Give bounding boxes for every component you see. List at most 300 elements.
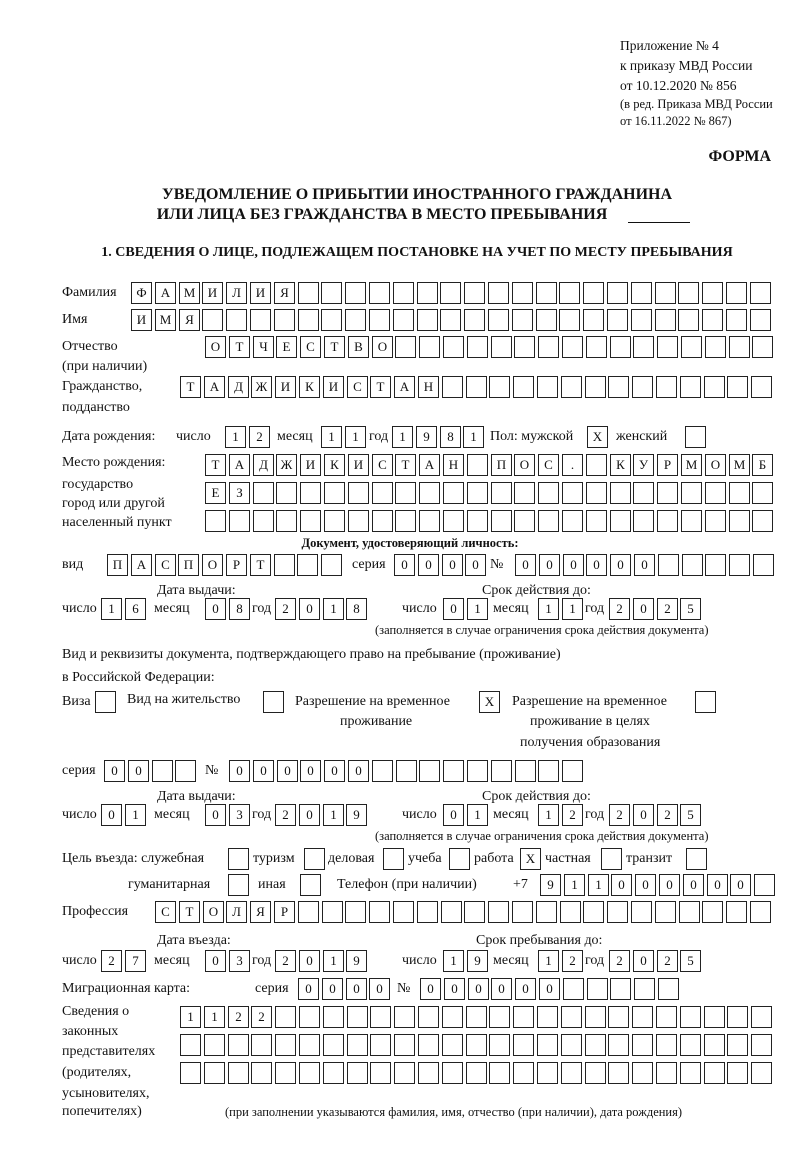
work-checkbox-cell[interactable]: X	[520, 848, 541, 870]
name-cell[interactable]	[583, 309, 604, 331]
birthplace-1-cell[interactable]: Н	[443, 454, 464, 476]
id-doc-number-cell[interactable]	[729, 554, 750, 576]
representatives-cell[interactable]	[347, 1006, 368, 1028]
birthplace-1-cell[interactable]: Б	[752, 454, 773, 476]
stay-doc-number-cell[interactable]: 0	[229, 760, 250, 782]
birthplace-2-cell[interactable]	[443, 482, 464, 504]
representatives-cell[interactable]	[608, 1006, 629, 1028]
birthplace-3-cell[interactable]	[348, 510, 369, 532]
surname-cell[interactable]	[726, 282, 747, 304]
stay-doc-number-cell[interactable]	[372, 760, 393, 782]
issue-year-cell[interactable]: 8	[346, 598, 367, 620]
representatives-cell[interactable]	[275, 1006, 296, 1028]
patronymic-cell[interactable]	[443, 336, 464, 358]
patronymic-cell[interactable]	[705, 336, 726, 358]
id-doc-kind-cell[interactable]	[297, 554, 318, 576]
birthplace-3-cell[interactable]	[752, 510, 773, 532]
patronymic-cell[interactable]: Т	[324, 336, 345, 358]
birth-day-cell[interactable]: 1	[225, 426, 246, 448]
representatives-cell[interactable]	[585, 1006, 606, 1028]
citizenship-cell[interactable]: К	[299, 376, 320, 398]
id-doc-number-cell[interactable]: 0	[515, 554, 536, 576]
birthplace-1-cell[interactable]: И	[348, 454, 369, 476]
phone-cell[interactable]: 0	[659, 874, 680, 896]
id-doc-series-cell[interactable]: 0	[465, 554, 486, 576]
patronymic-cell[interactable]	[657, 336, 678, 358]
representatives-cell[interactable]	[370, 1006, 391, 1028]
birth-year-cell[interactable]: 1	[463, 426, 484, 448]
profession-cell[interactable]	[583, 901, 604, 923]
birthplace-2-cell[interactable]	[610, 482, 631, 504]
name-cell[interactable]	[750, 309, 771, 331]
phone-cell[interactable]: 0	[611, 874, 632, 896]
representatives-cell[interactable]	[370, 1062, 391, 1084]
surname-cell[interactable]	[417, 282, 438, 304]
representatives-cell[interactable]	[608, 1062, 629, 1084]
id-doc-kind-cell[interactable]: П	[107, 554, 128, 576]
birthplace-2-cell[interactable]	[300, 482, 321, 504]
surname-cell[interactable]	[607, 282, 628, 304]
citizenship-cell[interactable]	[704, 376, 725, 398]
id-doc-kind-cell[interactable]	[321, 554, 342, 576]
name-cell[interactable]	[655, 309, 676, 331]
name-cell[interactable]	[536, 309, 557, 331]
citizenship-cell[interactable]	[466, 376, 487, 398]
name-cell[interactable]	[321, 309, 342, 331]
surname-cell[interactable]	[678, 282, 699, 304]
patronymic-cell[interactable]	[729, 336, 750, 358]
id-doc-number-cell[interactable]: 0	[610, 554, 631, 576]
representatives-cell[interactable]	[513, 1006, 534, 1028]
surname-cell[interactable]	[393, 282, 414, 304]
citizenship-cell[interactable]: Н	[418, 376, 439, 398]
representatives-cell[interactable]	[418, 1034, 439, 1056]
citizenship-cell[interactable]: И	[323, 376, 344, 398]
stay-doc-number-cell[interactable]	[467, 760, 488, 782]
name-cell[interactable]	[393, 309, 414, 331]
representatives-cell[interactable]	[727, 1034, 748, 1056]
until-year-cell[interactable]: 5	[680, 950, 701, 972]
profession-cell[interactable]	[512, 901, 533, 923]
issue-year-cell[interactable]: 9	[346, 804, 367, 826]
patronymic-cell[interactable]: Е	[276, 336, 297, 358]
citizenship-cell[interactable]	[680, 376, 701, 398]
citizenship-cell[interactable]: С	[347, 376, 368, 398]
profession-cell[interactable]	[631, 901, 652, 923]
representatives-cell[interactable]	[632, 1034, 653, 1056]
representatives-cell[interactable]	[466, 1062, 487, 1084]
patronymic-cell[interactable]	[610, 336, 631, 358]
valid-year-cell[interactable]: 2	[657, 804, 678, 826]
representatives-cell[interactable]	[751, 1062, 772, 1084]
id-doc-kind-cell[interactable]: А	[131, 554, 152, 576]
representatives-cell[interactable]	[394, 1034, 415, 1056]
migration-card-number-cell[interactable]	[658, 978, 679, 1000]
issue-month-cell[interactable]: 3	[229, 804, 250, 826]
representatives-cell[interactable]	[656, 1034, 677, 1056]
birth-month-cell[interactable]: 1	[321, 426, 342, 448]
birthplace-3-cell[interactable]	[205, 510, 226, 532]
id-doc-kind-cell[interactable]	[274, 554, 295, 576]
valid-day-cell[interactable]: 0	[443, 804, 464, 826]
citizenship-cell[interactable]	[727, 376, 748, 398]
patronymic-cell[interactable]	[681, 336, 702, 358]
stay-doc-series-cell[interactable]: 0	[128, 760, 149, 782]
phone-cell[interactable]: 0	[707, 874, 728, 896]
birthplace-2-cell[interactable]	[253, 482, 274, 504]
representatives-cell[interactable]	[228, 1034, 249, 1056]
surname-cell[interactable]	[321, 282, 342, 304]
stay-doc-number-cell[interactable]	[562, 760, 583, 782]
stay-doc-number-cell[interactable]	[515, 760, 536, 782]
name-cell[interactable]	[512, 309, 533, 331]
surname-cell[interactable]: Ф	[131, 282, 152, 304]
phone-cell[interactable]: 1	[564, 874, 585, 896]
name-cell[interactable]	[250, 309, 271, 331]
representatives-cell[interactable]	[656, 1062, 677, 1084]
profession-cell[interactable]	[298, 901, 319, 923]
citizenship-cell[interactable]	[751, 376, 772, 398]
valid-month-cell[interactable]: 2	[562, 804, 583, 826]
birthplace-2-cell[interactable]	[633, 482, 654, 504]
name-cell[interactable]	[607, 309, 628, 331]
surname-cell[interactable]: И	[250, 282, 271, 304]
valid-year-cell[interactable]: 2	[657, 598, 678, 620]
representatives-cell[interactable]	[561, 1062, 582, 1084]
valid-year-cell[interactable]: 5	[680, 598, 701, 620]
surname-cell[interactable]	[440, 282, 461, 304]
birthplace-1-cell[interactable]: С	[372, 454, 393, 476]
profession-cell[interactable]	[393, 901, 414, 923]
birthplace-1-cell[interactable]: А	[419, 454, 440, 476]
citizenship-cell[interactable]: Ж	[251, 376, 272, 398]
name-cell[interactable]	[417, 309, 438, 331]
id-doc-kind-cell[interactable]: С	[155, 554, 176, 576]
surname-cell[interactable]: Я	[274, 282, 295, 304]
representatives-cell[interactable]	[608, 1034, 629, 1056]
citizenship-cell[interactable]	[561, 376, 582, 398]
birthplace-1-cell[interactable]: Т	[395, 454, 416, 476]
birth-month-cell[interactable]: 1	[345, 426, 366, 448]
profession-cell[interactable]	[702, 901, 723, 923]
stay-doc-number-cell[interactable]: 0	[300, 760, 321, 782]
birthplace-1-cell[interactable]: П	[491, 454, 512, 476]
patronymic-cell[interactable]	[562, 336, 583, 358]
citizenship-cell[interactable]: Д	[228, 376, 249, 398]
representatives-cell[interactable]	[299, 1034, 320, 1056]
representatives-cell[interactable]	[180, 1062, 201, 1084]
profession-cell[interactable]	[750, 901, 771, 923]
representatives-cell[interactable]	[394, 1062, 415, 1084]
id-doc-kind-cell[interactable]: П	[178, 554, 199, 576]
phone-cell[interactable]	[754, 874, 775, 896]
issue-year-cell[interactable]: 1	[323, 598, 344, 620]
issue-day-cell[interactable]: 0	[101, 804, 122, 826]
stay-doc-number-cell[interactable]	[396, 760, 417, 782]
until-day-cell[interactable]: 9	[467, 950, 488, 972]
citizenship-cell[interactable]	[656, 376, 677, 398]
stay-doc-number-cell[interactable]: 0	[277, 760, 298, 782]
birthplace-1-cell[interactable]	[586, 454, 607, 476]
id-doc-number-cell[interactable]	[682, 554, 703, 576]
surname-cell[interactable]	[464, 282, 485, 304]
birthplace-2-cell[interactable]	[395, 482, 416, 504]
id-doc-number-cell[interactable]: 0	[586, 554, 607, 576]
migration-card-series-cell[interactable]: 0	[346, 978, 367, 1000]
issue-year-cell[interactable]: 2	[275, 804, 296, 826]
issue-day-cell[interactable]: 1	[125, 804, 146, 826]
visa-checkbox-cell[interactable]	[95, 691, 116, 713]
representatives-cell[interactable]	[347, 1034, 368, 1056]
birthplace-3-cell[interactable]	[657, 510, 678, 532]
id-doc-number-cell[interactable]	[705, 554, 726, 576]
representatives-cell[interactable]	[585, 1034, 606, 1056]
patronymic-cell[interactable]	[514, 336, 535, 358]
birthplace-2-cell[interactable]: З	[229, 482, 250, 504]
representatives-cell[interactable]	[513, 1034, 534, 1056]
migration-card-number-cell[interactable]: 0	[420, 978, 441, 1000]
birthplace-1-cell[interactable]: О	[705, 454, 726, 476]
patronymic-cell[interactable]	[467, 336, 488, 358]
entry-year-cell[interactable]: 1	[323, 950, 344, 972]
official-checkbox-cell[interactable]	[228, 848, 249, 870]
citizenship-cell[interactable]	[442, 376, 463, 398]
migration-card-number-cell[interactable]: 0	[539, 978, 560, 1000]
entry-month-cell[interactable]: 3	[229, 950, 250, 972]
birthplace-2-cell[interactable]	[372, 482, 393, 504]
profession-cell[interactable]: Т	[179, 901, 200, 923]
birth-year-cell[interactable]: 1	[392, 426, 413, 448]
representatives-cell[interactable]	[299, 1062, 320, 1084]
birth-year-cell[interactable]: 8	[440, 426, 461, 448]
profession-cell[interactable]: С	[155, 901, 176, 923]
birthplace-1-cell[interactable]: И	[300, 454, 321, 476]
representatives-cell[interactable]	[489, 1034, 510, 1056]
birthplace-3-cell[interactable]	[300, 510, 321, 532]
patronymic-cell[interactable]	[395, 336, 416, 358]
name-cell[interactable]	[702, 309, 723, 331]
citizenship-cell[interactable]	[585, 376, 606, 398]
migration-card-number-cell[interactable]: 0	[491, 978, 512, 1000]
representatives-cell[interactable]	[561, 1006, 582, 1028]
male-checkbox-cell[interactable]: X	[587, 426, 608, 448]
citizenship-cell[interactable]	[513, 376, 534, 398]
profession-cell[interactable]	[464, 901, 485, 923]
representatives-cell[interactable]	[299, 1006, 320, 1028]
until-year-cell[interactable]: 2	[657, 950, 678, 972]
representatives-cell[interactable]	[204, 1062, 225, 1084]
phone-cell[interactable]: 1	[588, 874, 609, 896]
representatives-cell[interactable]	[442, 1034, 463, 1056]
birthplace-2-cell[interactable]	[657, 482, 678, 504]
stay-doc-number-cell[interactable]: 0	[324, 760, 345, 782]
humanitarian-checkbox-cell[interactable]	[228, 874, 249, 896]
id-doc-series-cell[interactable]: 0	[442, 554, 463, 576]
patronymic-cell[interactable]	[752, 336, 773, 358]
stay-doc-series-cell[interactable]	[175, 760, 196, 782]
representatives-cell[interactable]	[347, 1062, 368, 1084]
citizenship-cell[interactable]: Т	[370, 376, 391, 398]
birthplace-1-cell[interactable]: М	[681, 454, 702, 476]
business-checkbox-cell[interactable]	[383, 848, 404, 870]
name-cell[interactable]	[631, 309, 652, 331]
representatives-cell[interactable]: 2	[251, 1006, 272, 1028]
id-doc-number-cell[interactable]: 0	[563, 554, 584, 576]
migration-card-number-cell[interactable]	[634, 978, 655, 1000]
birthplace-2-cell[interactable]	[586, 482, 607, 504]
profession-cell[interactable]: О	[203, 901, 224, 923]
stay-doc-number-cell[interactable]	[419, 760, 440, 782]
name-cell[interactable]	[488, 309, 509, 331]
valid-month-cell[interactable]: 1	[538, 804, 559, 826]
issue-month-cell[interactable]: 0	[205, 804, 226, 826]
name-cell[interactable]	[440, 309, 461, 331]
representatives-cell[interactable]	[489, 1062, 510, 1084]
valid-month-cell[interactable]: 1	[538, 598, 559, 620]
birthplace-2-cell[interactable]	[705, 482, 726, 504]
birthplace-3-cell[interactable]	[276, 510, 297, 532]
valid-year-cell[interactable]: 0	[633, 804, 654, 826]
surname-cell[interactable]	[702, 282, 723, 304]
surname-cell[interactable]	[536, 282, 557, 304]
representatives-cell[interactable]	[632, 1062, 653, 1084]
representatives-cell[interactable]	[751, 1034, 772, 1056]
representatives-cell[interactable]	[751, 1006, 772, 1028]
surname-cell[interactable]	[631, 282, 652, 304]
birthplace-1-cell[interactable]: О	[514, 454, 535, 476]
birthplace-3-cell[interactable]	[395, 510, 416, 532]
study-checkbox-cell[interactable]	[449, 848, 470, 870]
birthplace-2-cell[interactable]	[324, 482, 345, 504]
birthplace-2-cell[interactable]	[681, 482, 702, 504]
profession-cell[interactable]	[536, 901, 557, 923]
patronymic-cell[interactable]	[538, 336, 559, 358]
transit-checkbox-cell[interactable]	[686, 848, 707, 870]
patronymic-cell[interactable]	[633, 336, 654, 358]
entry-day-cell[interactable]: 7	[125, 950, 146, 972]
id-doc-number-cell[interactable]: 0	[539, 554, 560, 576]
birthplace-1-cell[interactable]: .	[562, 454, 583, 476]
valid-month-cell[interactable]: 1	[562, 598, 583, 620]
representatives-cell[interactable]	[656, 1006, 677, 1028]
birthplace-1-cell[interactable]: Ж	[276, 454, 297, 476]
phone-cell[interactable]: 0	[730, 874, 751, 896]
valid-year-cell[interactable]: 5	[680, 804, 701, 826]
name-cell[interactable]: М	[155, 309, 176, 331]
migration-card-number-cell[interactable]: 0	[444, 978, 465, 1000]
valid-year-cell[interactable]: 0	[633, 598, 654, 620]
profession-cell[interactable]	[322, 901, 343, 923]
stay-doc-series-cell[interactable]: 0	[104, 760, 125, 782]
birthplace-3-cell[interactable]	[467, 510, 488, 532]
representatives-cell[interactable]	[204, 1034, 225, 1056]
representatives-cell[interactable]	[727, 1006, 748, 1028]
phone-cell[interactable]: 0	[635, 874, 656, 896]
temporary-residence-checkbox-cell[interactable]: X	[479, 691, 500, 713]
valid-day-cell[interactable]: 0	[443, 598, 464, 620]
birthplace-2-cell[interactable]	[467, 482, 488, 504]
birthplace-1-cell[interactable]: Д	[253, 454, 274, 476]
entry-year-cell[interactable]: 0	[299, 950, 320, 972]
migration-card-number-cell[interactable]	[587, 978, 608, 1000]
birthplace-3-cell[interactable]	[514, 510, 535, 532]
birthplace-3-cell[interactable]	[586, 510, 607, 532]
valid-year-cell[interactable]: 2	[609, 804, 630, 826]
issue-day-cell[interactable]: 1	[101, 598, 122, 620]
migration-card-series-cell[interactable]: 0	[298, 978, 319, 1000]
profession-cell[interactable]	[441, 901, 462, 923]
representatives-cell[interactable]	[632, 1006, 653, 1028]
migration-card-number-cell[interactable]: 0	[468, 978, 489, 1000]
representatives-cell[interactable]	[323, 1062, 344, 1084]
patronymic-cell[interactable]: О	[205, 336, 226, 358]
name-cell[interactable]	[726, 309, 747, 331]
birthplace-2-cell[interactable]	[491, 482, 512, 504]
representatives-cell[interactable]	[727, 1062, 748, 1084]
profession-cell[interactable]	[655, 901, 676, 923]
surname-cell[interactable]	[655, 282, 676, 304]
representatives-cell[interactable]	[394, 1006, 415, 1028]
representatives-cell[interactable]	[442, 1062, 463, 1084]
profession-cell[interactable]	[607, 901, 628, 923]
patronymic-cell[interactable]: В	[348, 336, 369, 358]
birthplace-1-cell[interactable]: С	[538, 454, 559, 476]
profession-cell[interactable]	[488, 901, 509, 923]
entry-year-cell[interactable]: 2	[275, 950, 296, 972]
tourism-checkbox-cell[interactable]	[304, 848, 325, 870]
id-doc-number-cell[interactable]	[753, 554, 774, 576]
name-cell[interactable]	[298, 309, 319, 331]
private-checkbox-cell[interactable]	[601, 848, 622, 870]
phone-cell[interactable]: 9	[540, 874, 561, 896]
valid-year-cell[interactable]: 2	[609, 598, 630, 620]
issue-month-cell[interactable]: 8	[229, 598, 250, 620]
valid-day-cell[interactable]: 1	[467, 804, 488, 826]
birthplace-2-cell[interactable]	[419, 482, 440, 504]
name-cell[interactable]	[464, 309, 485, 331]
birthplace-2-cell[interactable]	[276, 482, 297, 504]
surname-cell[interactable]	[583, 282, 604, 304]
birthplace-3-cell[interactable]	[681, 510, 702, 532]
representatives-cell[interactable]	[704, 1006, 725, 1028]
valid-day-cell[interactable]: 1	[467, 598, 488, 620]
representatives-cell[interactable]	[704, 1034, 725, 1056]
profession-cell[interactable]: Р	[274, 901, 295, 923]
entry-month-cell[interactable]: 0	[205, 950, 226, 972]
id-doc-number-cell[interactable]	[658, 554, 679, 576]
birthplace-3-cell[interactable]	[633, 510, 654, 532]
representatives-cell[interactable]	[585, 1062, 606, 1084]
representatives-cell[interactable]: 2	[228, 1006, 249, 1028]
citizenship-cell[interactable]: А	[394, 376, 415, 398]
id-doc-series-cell[interactable]: 0	[394, 554, 415, 576]
profession-cell[interactable]	[369, 901, 390, 923]
name-cell[interactable]	[226, 309, 247, 331]
surname-cell[interactable]	[750, 282, 771, 304]
profession-cell[interactable]	[345, 901, 366, 923]
name-cell[interactable]	[559, 309, 580, 331]
surname-cell[interactable]	[488, 282, 509, 304]
name-cell[interactable]	[274, 309, 295, 331]
issue-year-cell[interactable]: 0	[299, 804, 320, 826]
entry-day-cell[interactable]: 2	[101, 950, 122, 972]
until-year-cell[interactable]: 0	[633, 950, 654, 972]
birthplace-3-cell[interactable]	[372, 510, 393, 532]
entry-year-cell[interactable]: 9	[346, 950, 367, 972]
surname-cell[interactable]	[298, 282, 319, 304]
profession-cell[interactable]: Я	[250, 901, 271, 923]
birthplace-1-cell[interactable]: А	[229, 454, 250, 476]
